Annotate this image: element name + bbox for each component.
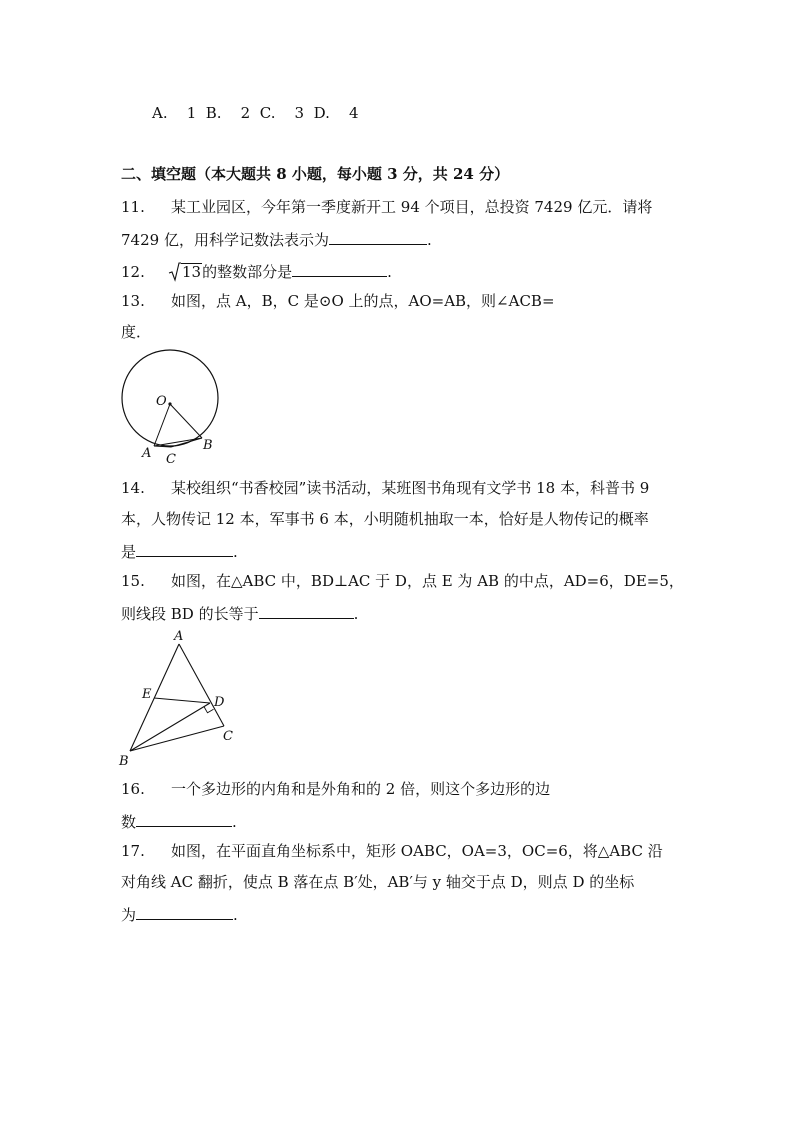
q17-line2: 对角线 AC 翻折，使点 B 落在点 B′处，AB′与 y 轴交于点 D，则点 D 的坐标 <box>121 873 635 891</box>
option-d-label: D. <box>313 104 330 122</box>
option-a-value: 1 <box>186 104 197 122</box>
segment-bd <box>130 703 210 751</box>
q12-radicand: 13 <box>182 263 202 281</box>
section-heading: 二、填空题（本大题共 8 小题，每小题 3 分，共 24 分） <box>121 165 510 183</box>
segment-ac <box>179 644 224 726</box>
q14-text-1: 某校组织“书香校园”读书活动，某班图书角现有文学书 18 本，科普书 9 <box>171 479 650 497</box>
q14-number: 14. <box>121 479 145 497</box>
q15-triangle-figure <box>116 628 256 768</box>
q17-line3 <box>121 903 238 925</box>
radical-sign-icon <box>169 262 181 282</box>
label-c: C <box>223 729 233 744</box>
q15-text-2: 则线段 BD 的长等于 <box>121 605 259 623</box>
q11-line2 <box>121 228 432 250</box>
segment-oa <box>154 404 170 446</box>
q12-number: 12. <box>121 263 145 281</box>
q15-text-1: 如图，在△ABC 中，BD⊥AC 于 D，点 E 为 AB 的中点，AD=6，DE=5， <box>171 572 684 590</box>
q12-line <box>121 260 392 282</box>
q16-line1 <box>121 779 550 799</box>
q14-line1 <box>121 478 649 498</box>
q16-end: . <box>232 813 237 831</box>
point-o <box>168 402 171 405</box>
q14-answer-blank[interactable] <box>136 540 233 557</box>
option-b-label: B. <box>205 104 222 122</box>
sqrt-symbol <box>171 262 202 282</box>
q17-number: 17. <box>121 842 145 860</box>
q15-line2 <box>121 602 358 624</box>
segment-ob <box>170 404 202 438</box>
q17-text-3: 为 <box>121 906 137 924</box>
label-a: A <box>174 629 184 644</box>
q17-answer-blank[interactable] <box>136 903 233 920</box>
option-a-label: A. <box>152 104 168 122</box>
circle-o <box>122 350 218 446</box>
segment-bc <box>130 726 224 751</box>
option-b-value: 2 <box>240 104 251 122</box>
q12-answer-blank[interactable] <box>292 260 387 277</box>
q15-end: . <box>353 605 359 623</box>
q15-number: 15. <box>121 572 145 590</box>
q11-answer-blank[interactable] <box>329 228 427 245</box>
q13-line1 <box>121 291 555 311</box>
q17-line1 <box>121 841 663 861</box>
q16-line2 <box>121 810 237 832</box>
option-c-value: 3 <box>294 104 305 122</box>
q12-text: 的整数部分是 <box>202 263 293 281</box>
q16-text-1: 一个多边形的内角和是外角和的 2 倍，则这个多边形的边 <box>171 780 551 798</box>
label-a: A <box>142 446 152 461</box>
q13-text-1: 如图，点 A，B，C 是⊙O 上的点，AO=AB，则∠ACB= <box>171 292 555 310</box>
q15-line1 <box>121 571 684 591</box>
q14-text-3: 是 <box>121 543 137 561</box>
label-o: O <box>156 394 167 409</box>
q10-options <box>152 103 359 123</box>
q17-end: . <box>233 906 238 924</box>
q12-end: . <box>387 263 392 281</box>
q14-end: . <box>233 543 238 561</box>
q11-end: . <box>426 231 432 249</box>
segment-ed <box>154 698 210 703</box>
q15-answer-blank[interactable] <box>259 602 354 619</box>
right-angle-mark <box>204 707 214 713</box>
label-d: D <box>214 695 225 710</box>
option-c-label: C. <box>259 104 276 122</box>
q13-circle-figure <box>116 344 236 467</box>
q16-number: 16. <box>121 780 145 798</box>
q11-line1 <box>121 197 652 217</box>
q16-text-2: 数 <box>121 813 137 831</box>
q14-line2: 本，人物传记 12 本，军事书 6 本，小明随机抽取一本，恰好是人物传记的概率 <box>121 510 649 528</box>
q11-number: 11. <box>121 198 145 216</box>
q14-line3 <box>121 540 238 562</box>
q17-text-1: 如图，在平面直角坐标系中，矩形 OABC，OA=3，OC=6，将△ABC 沿 <box>171 842 663 860</box>
option-d-value: 4 <box>348 104 359 122</box>
label-c: C <box>166 452 176 467</box>
label-b: B <box>119 754 129 769</box>
q13-number: 13. <box>121 292 145 310</box>
label-b: B <box>203 438 213 453</box>
q13-line2: 度． <box>121 323 152 341</box>
q16-answer-blank[interactable] <box>136 810 232 827</box>
q11-text-1: 某工业园区，今年第一季度新开工 94 个项目，总投资 7429 亿元．请将 <box>171 198 653 216</box>
q11-text-2: 7429 亿，用科学记数法表示为 <box>121 231 329 249</box>
label-e: E <box>142 687 152 702</box>
